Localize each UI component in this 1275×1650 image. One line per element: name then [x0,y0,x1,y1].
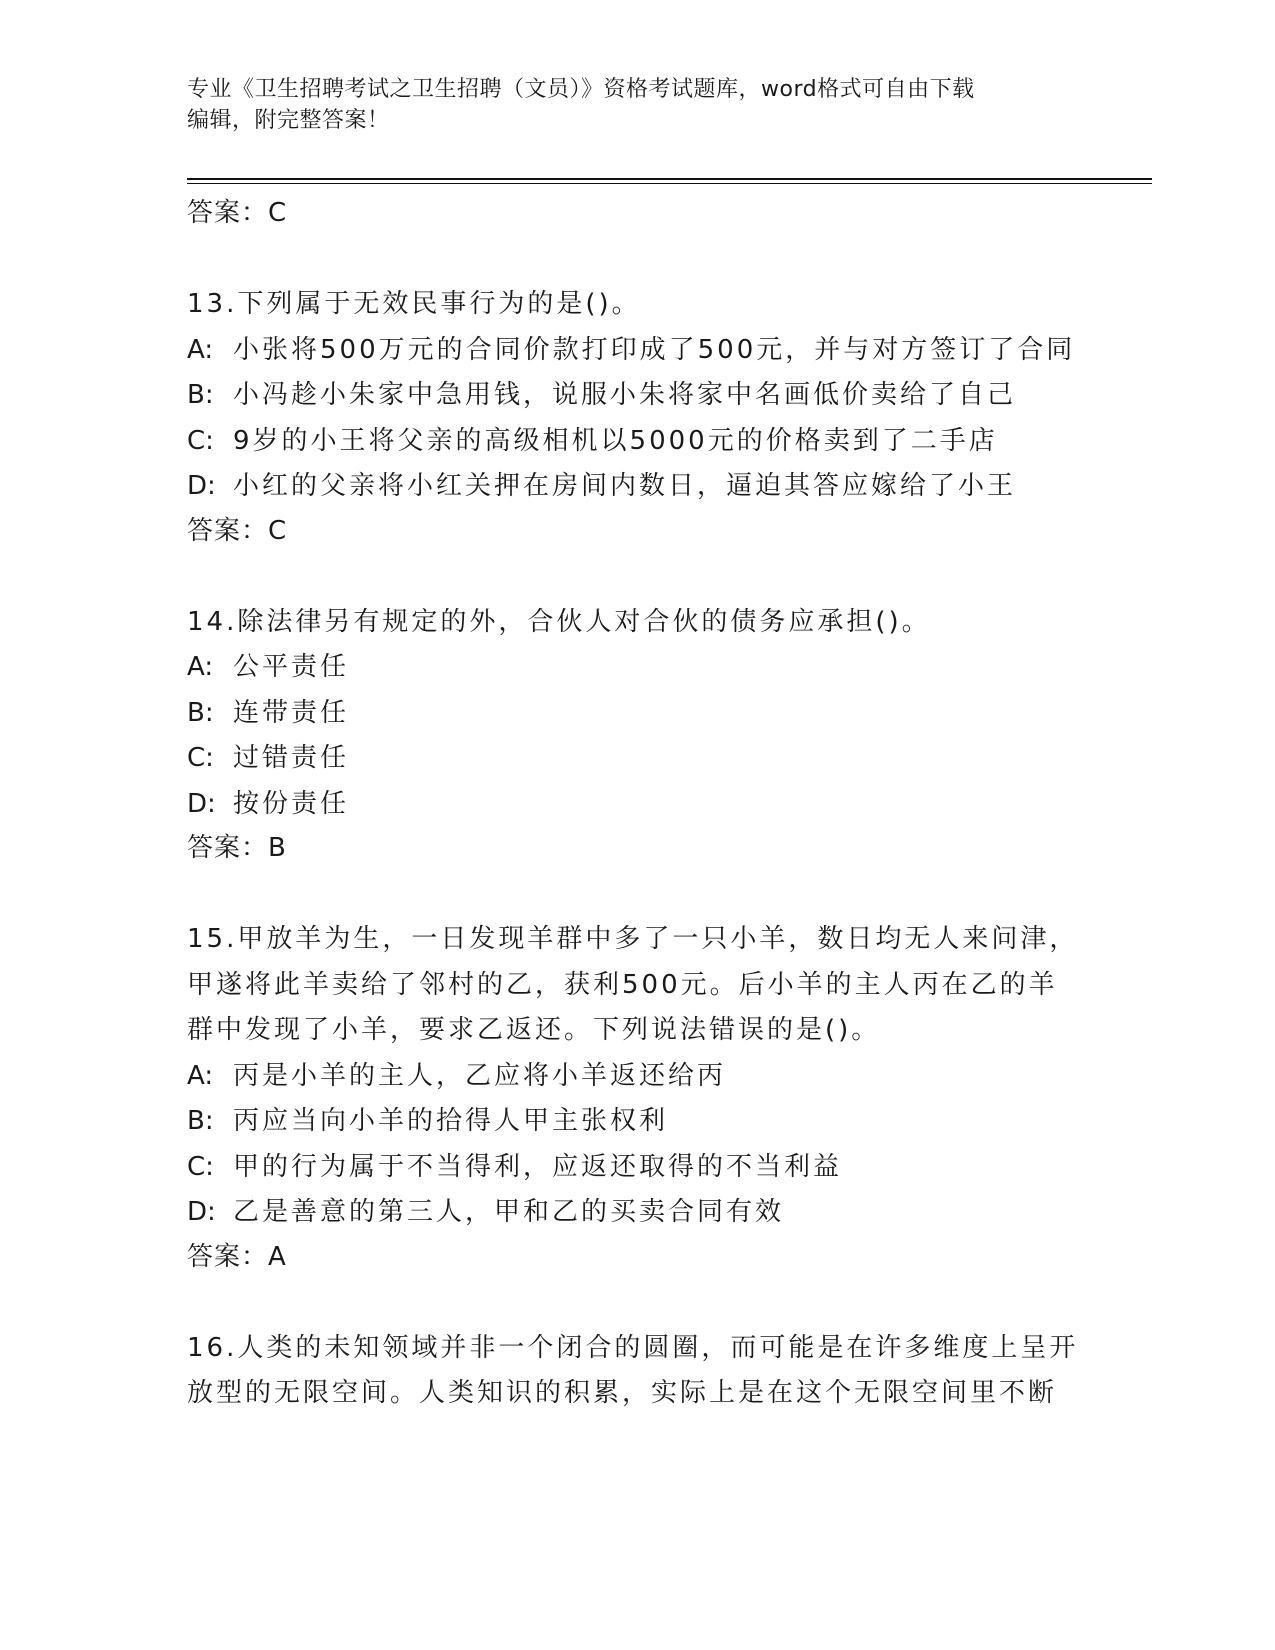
header-line-1: 专业《卫生招聘考试之卫生招聘（文员）》资格考试题库，word格式可自由下载 [187,77,975,102]
option-text: 按份责任 [233,788,350,819]
document-header [187,74,1087,136]
option-a [187,1054,1087,1100]
option-letter: C: [187,1151,214,1182]
header-divider-thin [187,183,1152,184]
question-13 [187,282,1087,552]
option-c [187,419,1087,465]
header-divider-thick [187,178,1152,180]
option-text: 过错责任 [233,743,350,773]
option-text: 小红的父亲将小红关押在房间内数日，逼迫其答应嫁给了小王 [233,471,1017,501]
option-letter: A: [187,334,214,365]
answer-line: 答案：B [187,833,287,863]
option-text: 甲的行为属于不当得利，应返还取得的不当利益 [233,1151,843,1182]
option-letter: C: [187,425,214,456]
option-c [187,1145,1087,1191]
answer-line: 答案：C [187,515,288,546]
option-b [187,373,1087,419]
option-letter: D: [187,1197,216,1227]
option-text: 丙是小羊的主人，乙应将小羊返还给丙 [233,1060,727,1091]
option-letter: B: [187,1106,214,1136]
question-14 [187,600,1087,870]
option-letter: D: [187,788,216,819]
option-d [187,464,1087,510]
option-text: 9岁的小王将父亲的高级相机以5000元的价格卖到了二手店 [233,425,998,456]
option-a [187,328,1087,374]
option-letter: B: [187,697,214,728]
option-letter: A: [187,652,214,682]
option-b [187,691,1087,737]
question-text-line-2: 甲遂将此羊卖给了邻村的乙，获利500元。后小羊的主人丙在乙的羊 [187,969,1058,1000]
option-text: 小冯趁小朱家中急用钱，说服小朱将家中名画低价卖给了自己 [233,380,1017,410]
question-15 [187,917,1087,1278]
option-letter: A: [187,1060,214,1091]
option-text: 连带责任 [233,697,350,728]
question-text: 14.除法律另有规定的外，合伙人对合伙的债务应承担()。 [187,606,931,637]
option-text: 丙应当向小羊的拾得人甲主张权利 [233,1106,669,1136]
option-letter: D: [187,471,216,501]
option-text: 乙是善意的第三人，甲和乙的买卖合同有效 [233,1197,785,1227]
question-text-line-2: 放型的无限空间。人类知识的积累，实际上是在这个无限空间里不断 [187,1378,1058,1408]
option-letter: C: [187,743,214,773]
answer-line: 答案：C [187,198,288,228]
option-b [187,1099,1087,1145]
option-c [187,736,1087,782]
option-text: 公平责任 [233,652,350,682]
option-text: 小张将500万元的合同价款打印成了500元，并与对方签订了合同 [233,334,1076,365]
answer-line: 答案：A [187,1241,287,1272]
question-text-line-1: 16.人类的未知领域并非一个闭合的圆圈，而可能是在许多维度上呈开 [187,1332,1079,1363]
document-body [187,190,1087,1417]
option-letter: B: [187,380,214,410]
question-text-line-3: 群中发现了小羊，要求乙返还。下列说法错误的是()。 [187,1015,881,1045]
option-d [187,1190,1087,1236]
question-text-line-1: 15.甲放羊为生，一日发现羊群中多了一只小羊，数日均无人来问津， [187,924,1079,954]
option-a [187,645,1087,691]
option-d [187,782,1087,828]
question-16 [187,1326,1087,1417]
header-line-2: 编辑，附完整答案！ [187,108,390,133]
question-text: 13.下列属于无效民事行为的是()。 [187,289,641,319]
